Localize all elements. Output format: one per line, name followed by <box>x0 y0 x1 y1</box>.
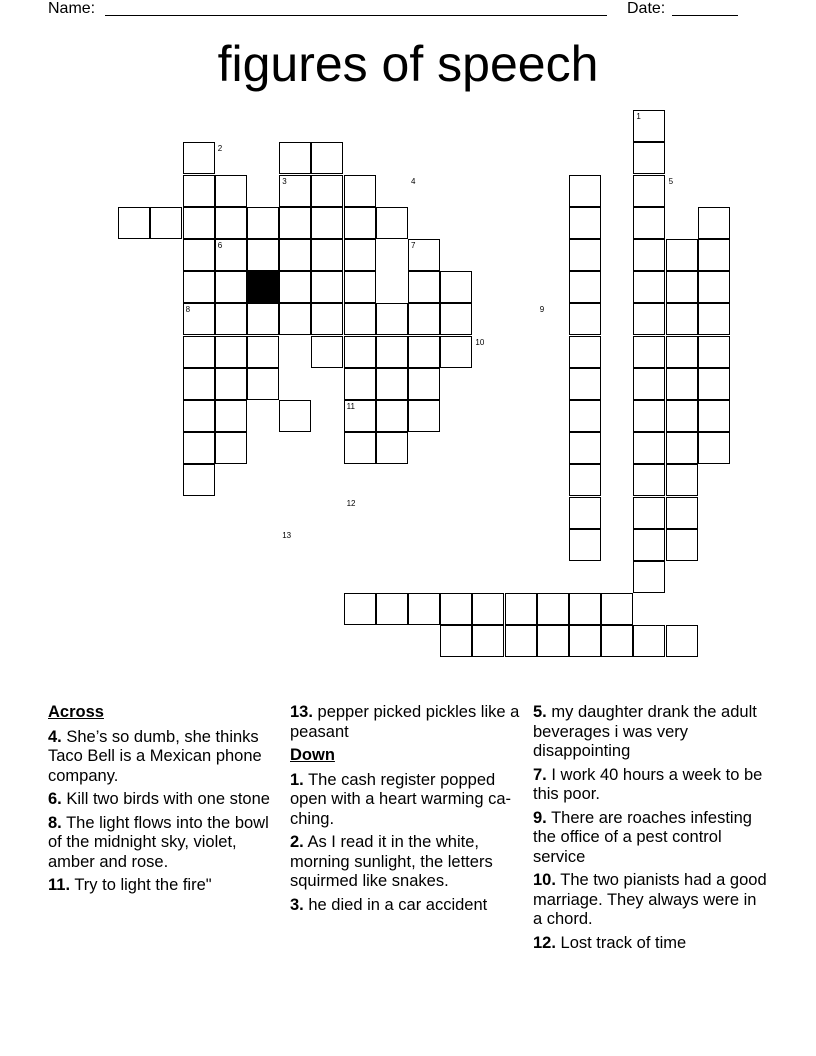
clue-number-2: 2 <box>217 144 223 154</box>
crossword-cell[interactable] <box>698 432 730 464</box>
crossword-cell[interactable] <box>440 625 472 657</box>
crossword-cell[interactable] <box>376 207 408 239</box>
crossword-cell[interactable] <box>666 432 698 464</box>
crossword-cell[interactable] <box>666 239 698 271</box>
crossword-cell[interactable] <box>569 497 601 529</box>
clue-number-6: 6 <box>217 241 223 250</box>
crossword-cell[interactable] <box>569 207 601 239</box>
clue-across-6: 6. Kill two birds with one stone <box>48 790 270 808</box>
crossword-cell[interactable] <box>344 593 376 625</box>
crossword-cell[interactable] <box>183 464 215 496</box>
crossword-cell[interactable] <box>215 207 247 239</box>
crossword-cell[interactable] <box>408 593 440 625</box>
crossword-cell[interactable] <box>247 303 279 335</box>
crossword-cell[interactable] <box>215 400 247 432</box>
crossword-cell[interactable] <box>698 271 730 303</box>
crossword-cell[interactable] <box>633 336 665 368</box>
crossword-cell[interactable] <box>279 207 311 239</box>
crossword-cell[interactable] <box>633 561 665 593</box>
clue-down-3: 3. he died in a car accident <box>290 895 488 914</box>
crossword-cell[interactable] <box>633 464 665 496</box>
across-heading: Across <box>48 703 104 721</box>
crossword-cell[interactable] <box>569 593 601 625</box>
clue-number-5: 5 <box>668 176 674 186</box>
crossword-cell[interactable] <box>440 336 472 368</box>
crossword-cell[interactable] <box>408 336 440 368</box>
crossword-cell[interactable] <box>279 271 311 303</box>
crossword-cell[interactable] <box>311 175 343 207</box>
crossword-cell[interactable] <box>633 432 665 464</box>
crossword-cell[interactable] <box>569 239 601 271</box>
clue-down-7: 7. I work 40 hours a week to be this poor. <box>533 765 763 803</box>
crossword-cell[interactable] <box>344 336 376 368</box>
crossword-cell[interactable] <box>279 303 311 335</box>
crossword-cell[interactable] <box>633 271 665 303</box>
crossword-cell[interactable] <box>311 303 343 335</box>
crossword-cell[interactable] <box>215 336 247 368</box>
crossword-cell[interactable] <box>183 239 215 271</box>
clue-down-5: 5. my daughter drank the adult beverages i was very disappointing <box>533 703 757 760</box>
crossword-cell[interactable] <box>666 271 698 303</box>
crossword-cell[interactable] <box>183 175 215 207</box>
clue-across-8: 8. The light flows into the bowl of the midnight sky, violet, amber and rose. <box>48 813 269 871</box>
crossword-cell[interactable] <box>569 303 601 335</box>
crossword-cell[interactable] <box>666 529 698 561</box>
crossword-cell[interactable] <box>633 142 665 174</box>
crossword-cell[interactable] <box>601 593 633 625</box>
crossword-cell[interactable] <box>311 271 343 303</box>
crossword-cell[interactable] <box>633 529 665 561</box>
crossword-cell[interactable] <box>569 175 601 207</box>
crossword-cell[interactable] <box>344 175 376 207</box>
crossword-cell[interactable] <box>215 271 247 303</box>
clue-number-11: 11 <box>346 402 355 411</box>
page-title: figures of speech <box>217 36 599 92</box>
crossword-cell[interactable] <box>569 368 601 400</box>
crossword-cell[interactable] <box>633 400 665 432</box>
crossword-cell[interactable] <box>440 303 472 335</box>
clue-number-9: 9 <box>539 305 545 315</box>
crossword-cell[interactable] <box>633 239 665 271</box>
crossword-cell[interactable] <box>666 400 698 432</box>
crossword-cell[interactable] <box>537 593 569 625</box>
crossword-cell[interactable] <box>698 336 730 368</box>
crossword-cell[interactable] <box>408 303 440 335</box>
crossword-cell[interactable] <box>569 271 601 303</box>
crossword-cell[interactable] <box>633 207 665 239</box>
clue-down-12: 12. Lost track of time <box>533 933 687 952</box>
crossword-cell[interactable] <box>344 432 376 464</box>
crossword-cell[interactable] <box>118 207 150 239</box>
crossword-cell[interactable] <box>666 464 698 496</box>
crossword-cell[interactable] <box>633 368 665 400</box>
crossword-cell[interactable] <box>376 336 408 368</box>
clue-down-10: 10. The two pianists had a good marriage. They always were in a chord. <box>533 871 767 928</box>
crossword-cell[interactable] <box>215 175 247 207</box>
crossword-cell[interactable] <box>376 432 408 464</box>
crossword-cell[interactable] <box>569 625 601 657</box>
crossword-cell[interactable] <box>183 400 215 432</box>
clue-number-7: 7 <box>411 241 416 250</box>
name-label: Name: <box>48 0 96 17</box>
crossword-cell[interactable] <box>666 336 698 368</box>
crossword-cell[interactable] <box>633 175 665 207</box>
crossword-cell[interactable] <box>183 207 215 239</box>
crossword-cell[interactable] <box>311 336 343 368</box>
date-label: Date: <box>627 0 666 17</box>
crossword-cell[interactable] <box>569 336 601 368</box>
crossword-cell[interactable] <box>279 239 311 271</box>
crossword-cell[interactable] <box>344 207 376 239</box>
crossword-cell[interactable] <box>440 593 472 625</box>
clues-column-2 <box>290 703 522 919</box>
down-heading: Down <box>290 746 335 764</box>
crossword-cell[interactable] <box>569 464 601 496</box>
clue-down-9: 9. There are roaches infesting the office of a pest control service <box>533 808 752 866</box>
clue-across-4: 4. She’s so dumb, she thinks Taco Bell is a Mexican phone company. <box>48 727 262 785</box>
blocked-cell <box>247 271 279 303</box>
clues-column-3 <box>533 703 768 957</box>
crossword-cell[interactable] <box>311 207 343 239</box>
crossword-cell[interactable] <box>472 625 504 657</box>
crossword-cell[interactable] <box>633 625 665 657</box>
crossword-cell[interactable] <box>183 368 215 400</box>
crossword-cell[interactable] <box>698 239 730 271</box>
crossword-cell[interactable] <box>666 303 698 335</box>
crossword-cell[interactable] <box>408 400 440 432</box>
crossword-cell[interactable] <box>666 368 698 400</box>
clue-number-8: 8 <box>185 305 191 315</box>
crossword-cell[interactable] <box>505 593 537 625</box>
clue-number-4: 4 <box>411 176 416 186</box>
crossword-cell[interactable] <box>408 271 440 303</box>
crossword-cell[interactable] <box>698 400 730 432</box>
crossword-cell[interactable] <box>698 368 730 400</box>
crossword-cell[interactable] <box>311 142 343 174</box>
crossword-cell[interactable] <box>408 368 440 400</box>
crossword-cell[interactable] <box>344 303 376 335</box>
crossword-cell[interactable] <box>537 625 569 657</box>
crossword-cell[interactable] <box>344 368 376 400</box>
clue-number-10: 10 <box>475 337 485 347</box>
crossword-cell[interactable] <box>183 432 215 464</box>
crossword-cell[interactable] <box>698 207 730 239</box>
clues-column-1 <box>48 703 278 900</box>
crossword-cell[interactable] <box>666 625 698 657</box>
crossword-cell[interactable] <box>376 368 408 400</box>
clue-number-13: 13 <box>282 530 292 540</box>
crossword-cell[interactable] <box>376 303 408 335</box>
crossword-cell[interactable] <box>633 303 665 335</box>
clue-number-3: 3 <box>282 176 287 186</box>
crossword-cell[interactable] <box>183 336 215 368</box>
crossword-cell[interactable] <box>472 593 504 625</box>
crossword-cell[interactable] <box>344 271 376 303</box>
crossword-cell[interactable] <box>247 368 279 400</box>
crossword-cell[interactable] <box>633 497 665 529</box>
crossword-cell[interactable] <box>215 303 247 335</box>
crossword-cell[interactable] <box>279 142 311 174</box>
crossword-cell[interactable] <box>440 271 472 303</box>
crossword-cell[interactable] <box>183 271 215 303</box>
crossword-cell[interactable] <box>601 625 633 657</box>
crossword-cell[interactable] <box>505 625 537 657</box>
crossword-cell[interactable] <box>376 400 408 432</box>
clue-across-11: 11. Try to light the fire" <box>48 876 212 894</box>
crossword-cell[interactable] <box>247 239 279 271</box>
crossword-cell[interactable] <box>569 432 601 464</box>
clue-down-2: 2. As I read it in the white, morning sunlight, the letters squirmed like snakes. <box>290 833 493 890</box>
crossword-cell[interactable] <box>247 207 279 239</box>
crossword-cell[interactable] <box>569 529 601 561</box>
clue-across-13: 13. pepper picked pickles like a peasant <box>290 703 520 741</box>
clue-number-12: 12 <box>346 498 356 508</box>
crossword-cell[interactable] <box>279 400 311 432</box>
crossword-cell[interactable] <box>183 142 215 174</box>
crossword-cell[interactable] <box>698 303 730 335</box>
crossword-cell[interactable] <box>344 239 376 271</box>
crossword-cell[interactable] <box>215 432 247 464</box>
crossword-cell[interactable] <box>247 336 279 368</box>
crossword-cell[interactable] <box>150 207 182 239</box>
crossword-cell[interactable] <box>569 400 601 432</box>
crossword-cell[interactable] <box>376 593 408 625</box>
clue-number-1: 1 <box>636 112 641 122</box>
crossword-cell[interactable] <box>666 497 698 529</box>
crossword-cell[interactable] <box>311 239 343 271</box>
clue-down-1: 1. The cash register popped open with a heart warming ca-ching. <box>290 770 512 828</box>
crossword-cell[interactable] <box>215 368 247 400</box>
